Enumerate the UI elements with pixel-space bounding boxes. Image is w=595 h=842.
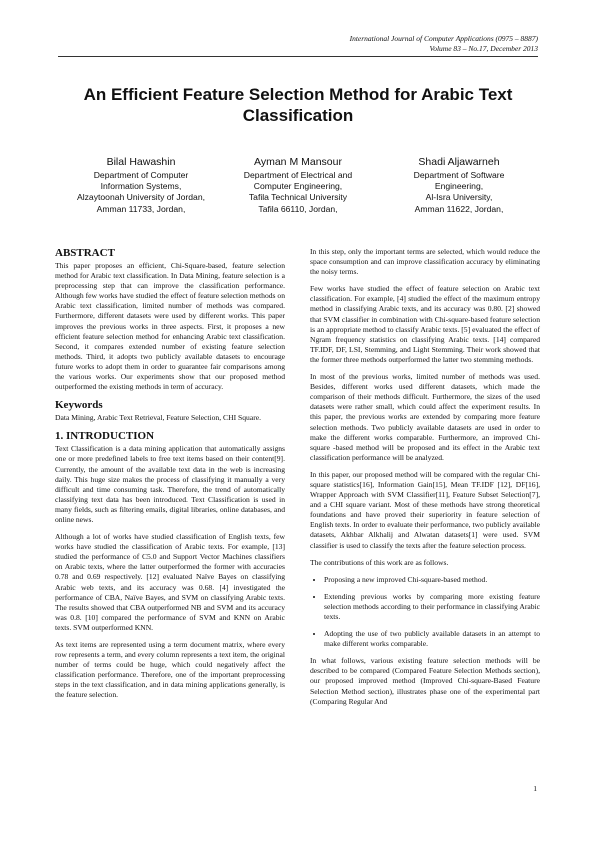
- contributions-list: [310, 575, 540, 650]
- author-block: [222, 156, 374, 215]
- author-name: Bilal Hawashin: [106, 156, 176, 168]
- body-paragraph: In this paper, our proposed method will be compared with the regular Chi-square statistics[16], Information Gain[15], Mean TF.IDF [12], DF[16], Wrapper Approach with SVM Classifier[11], Feature Subset Selection[7], and a CHI square variant. Most of these methods have strong theoretical foundations and have proved their superiority in feature selection of English texts. In order to evaluate their performance, two publicly available datasets, Akhbar Alkhalij and Alwatan datasets[1] were used. SVM classifier is used to classify the texts after the feature selection process.: [310, 469, 540, 550]
- abstract-heading: ABSTRACT: [55, 247, 115, 259]
- journal-header: [350, 34, 538, 53]
- journal-name: International Journal of Computer Applications (0975 – 8887): [349, 34, 538, 43]
- author-affiliation: Amman 11622, Jordan,: [414, 203, 504, 214]
- author-affiliation: Tafila Technical University: [248, 192, 348, 203]
- author-affiliation: Tafila 66110, Jordan,: [258, 203, 338, 214]
- author-name: Ayman M Mansour: [254, 156, 342, 168]
- author-affiliation: Engineering,: [434, 181, 484, 192]
- introduction-heading: 1. INTRODUCTION: [55, 430, 155, 443]
- body-paragraph: In what follows, various existing feature selection methods will be described to be compared (Compared Feature Selection Methods section), our proposed improved method (Improved Chi-square-Based Feature Selection Method section), illustrates phase one of the experimental part (Comparing Regular And: [310, 656, 540, 706]
- list-item: • Proposing a new improved Chi-square-based method.: [324, 575, 540, 585]
- body-paragraph: In this step, only the important terms are selected, which would reduce the space consumption and can improve classification accuracy by eliminating the noisy terms.: [310, 247, 540, 277]
- right-column: [310, 247, 540, 714]
- author-affiliation: Department of Computer: [93, 170, 189, 180]
- keywords-heading: Keywords: [55, 399, 103, 412]
- author-affiliation: Computer Engineering,: [253, 181, 343, 192]
- body-paragraph: The contributions of this work are as follows.: [310, 557, 449, 567]
- paper-title: An Efficient Feature Selection Method for Arabic Text Classification: [83, 85, 513, 125]
- author-block: [58, 156, 224, 215]
- author-affiliation: Department of Software: [413, 170, 505, 180]
- author-name: Shadi Aljawarneh: [418, 156, 500, 168]
- author-affiliation: Al-Isra University,: [425, 192, 493, 203]
- author-block: [380, 156, 538, 215]
- body-paragraph: In most of the previous works, limited number of methods was used. Besides, different works used different datasets, which made the comparison of their methods difficult. Furthermore, the sizes of the used datasets were rather small, which could affect the experiment results. In this paper, the previous works are extended by comparing more feature selection methods. Two publicly available datasets are used in order to make the different works comparable. Furthermore, an improved Chi-square -based method will be proposed and its effect in the Arabic text classification performance will be analyzed.: [310, 372, 540, 462]
- abstract-text: This paper proposes an efficient, Chi-Square-based, feature selection method for Arabic text classification. In Data Mining, feature selection is a preprocessing step that can improve the classification performance. Although few works have studied the effect of feature selection methods on Arabic text classification, limited number of methods was compared. Furthermore, different datasets were used by different works. This paper improves the previous works in three aspects. First, it proposes a new efficient feature selection method for enhancing Arabic text classification. Second, it compares extended number of existing feature selection methods. Third, it adopts two publicly available datasets to encourage future works to adopt them in order to guarantee fair comparisons among the various works. Our experiments show that our proposed method outperformed the existing methods in term of accuracy.: [55, 261, 285, 392]
- author-affiliation: Information Systems,: [100, 181, 182, 192]
- keywords-text: Data Mining, Arabic Text Retrieval, Feature Selection, CHI Square.: [55, 413, 261, 423]
- intro-paragraph: Text Classification is a data mining application that automatically assigns one or more predefined labels to free text items based on their content[9]. Currently, the amount of the available text data in the web is increasing daily. This huge size makes the process of classifying it manually a very difficult and time consuming task. Therefore, the trend of automatically classifying text data has been introduced. Text Classification is used in many fields, such as filtering emails, digital libraries, online databases, and online news.: [55, 444, 285, 524]
- left-column: [55, 247, 285, 708]
- intro-paragraph: As text items are represented using a term document matrix, where every row represents a term, and every column represents a text item, the original number of terms could be huge, which could negatively affect the classification performance. Therefore, one of the important preprocessing steps in the text classification, and in data mining applications generally, is the feature selection.: [55, 640, 285, 700]
- author-affiliation: Alzaytoonah University of Jordan,: [76, 192, 206, 203]
- body-paragraph: Few works have studied the effect of feature selection on Arabic text classification. For example, [4] studied the effect of the maximum entropy method in classifying Arabic texts, and its accuracy was 0.80. [2] showed that SVM classifier in combination with Chi-square-based feature selection is an appropriate method to classify Arabic texts. [5] evaluated the effect of Ngram frequency statistics on classifying Arabic texts. [14] compared TF.IDF, DF, LSI, Stemming, and Light Stemming. Their work showed that the former three methods outperformed the latter two stemming methods.: [310, 284, 540, 364]
- journal-volume: Volume 83 – No.17, December 2013: [429, 43, 538, 53]
- header-rule: [58, 56, 538, 57]
- list-item: • Extending previous works by comparing more existing feature selection methods according to their performance in classifying Arabic texts.: [324, 592, 540, 622]
- list-item: • Adopting the use of two publicly available datasets in an attempt to make different works comparable.: [324, 629, 540, 649]
- author-affiliation: Amman 11733, Jordan,: [96, 203, 186, 214]
- author-affiliation: Department of Electrical and: [243, 170, 353, 180]
- page-number: 1: [533, 784, 537, 793]
- intro-paragraph: Although a lot of works have studied classification of English texts, few works have studied the classification of Arabic texts. For example, [13] studied the performance of C5.0 and Support Vector Machines classifiers on Arabic texts, where the latter outperformed the former with accuracies 0.78 and 0.69 respectively. [12] evaluated Naïve Bayes on classifying Arabic web texts, and its accuracy was 0.68. [4] investigated the performance of CBA, Naïve Bayes, and SVM on classifying Arabic texts. The results showed that CBA outperformed NB and SVM and its accuracy was 0.8. [10] compared the performance of SVM and KNN on Arabic texts. SVM outperformed KNN.: [55, 532, 285, 632]
